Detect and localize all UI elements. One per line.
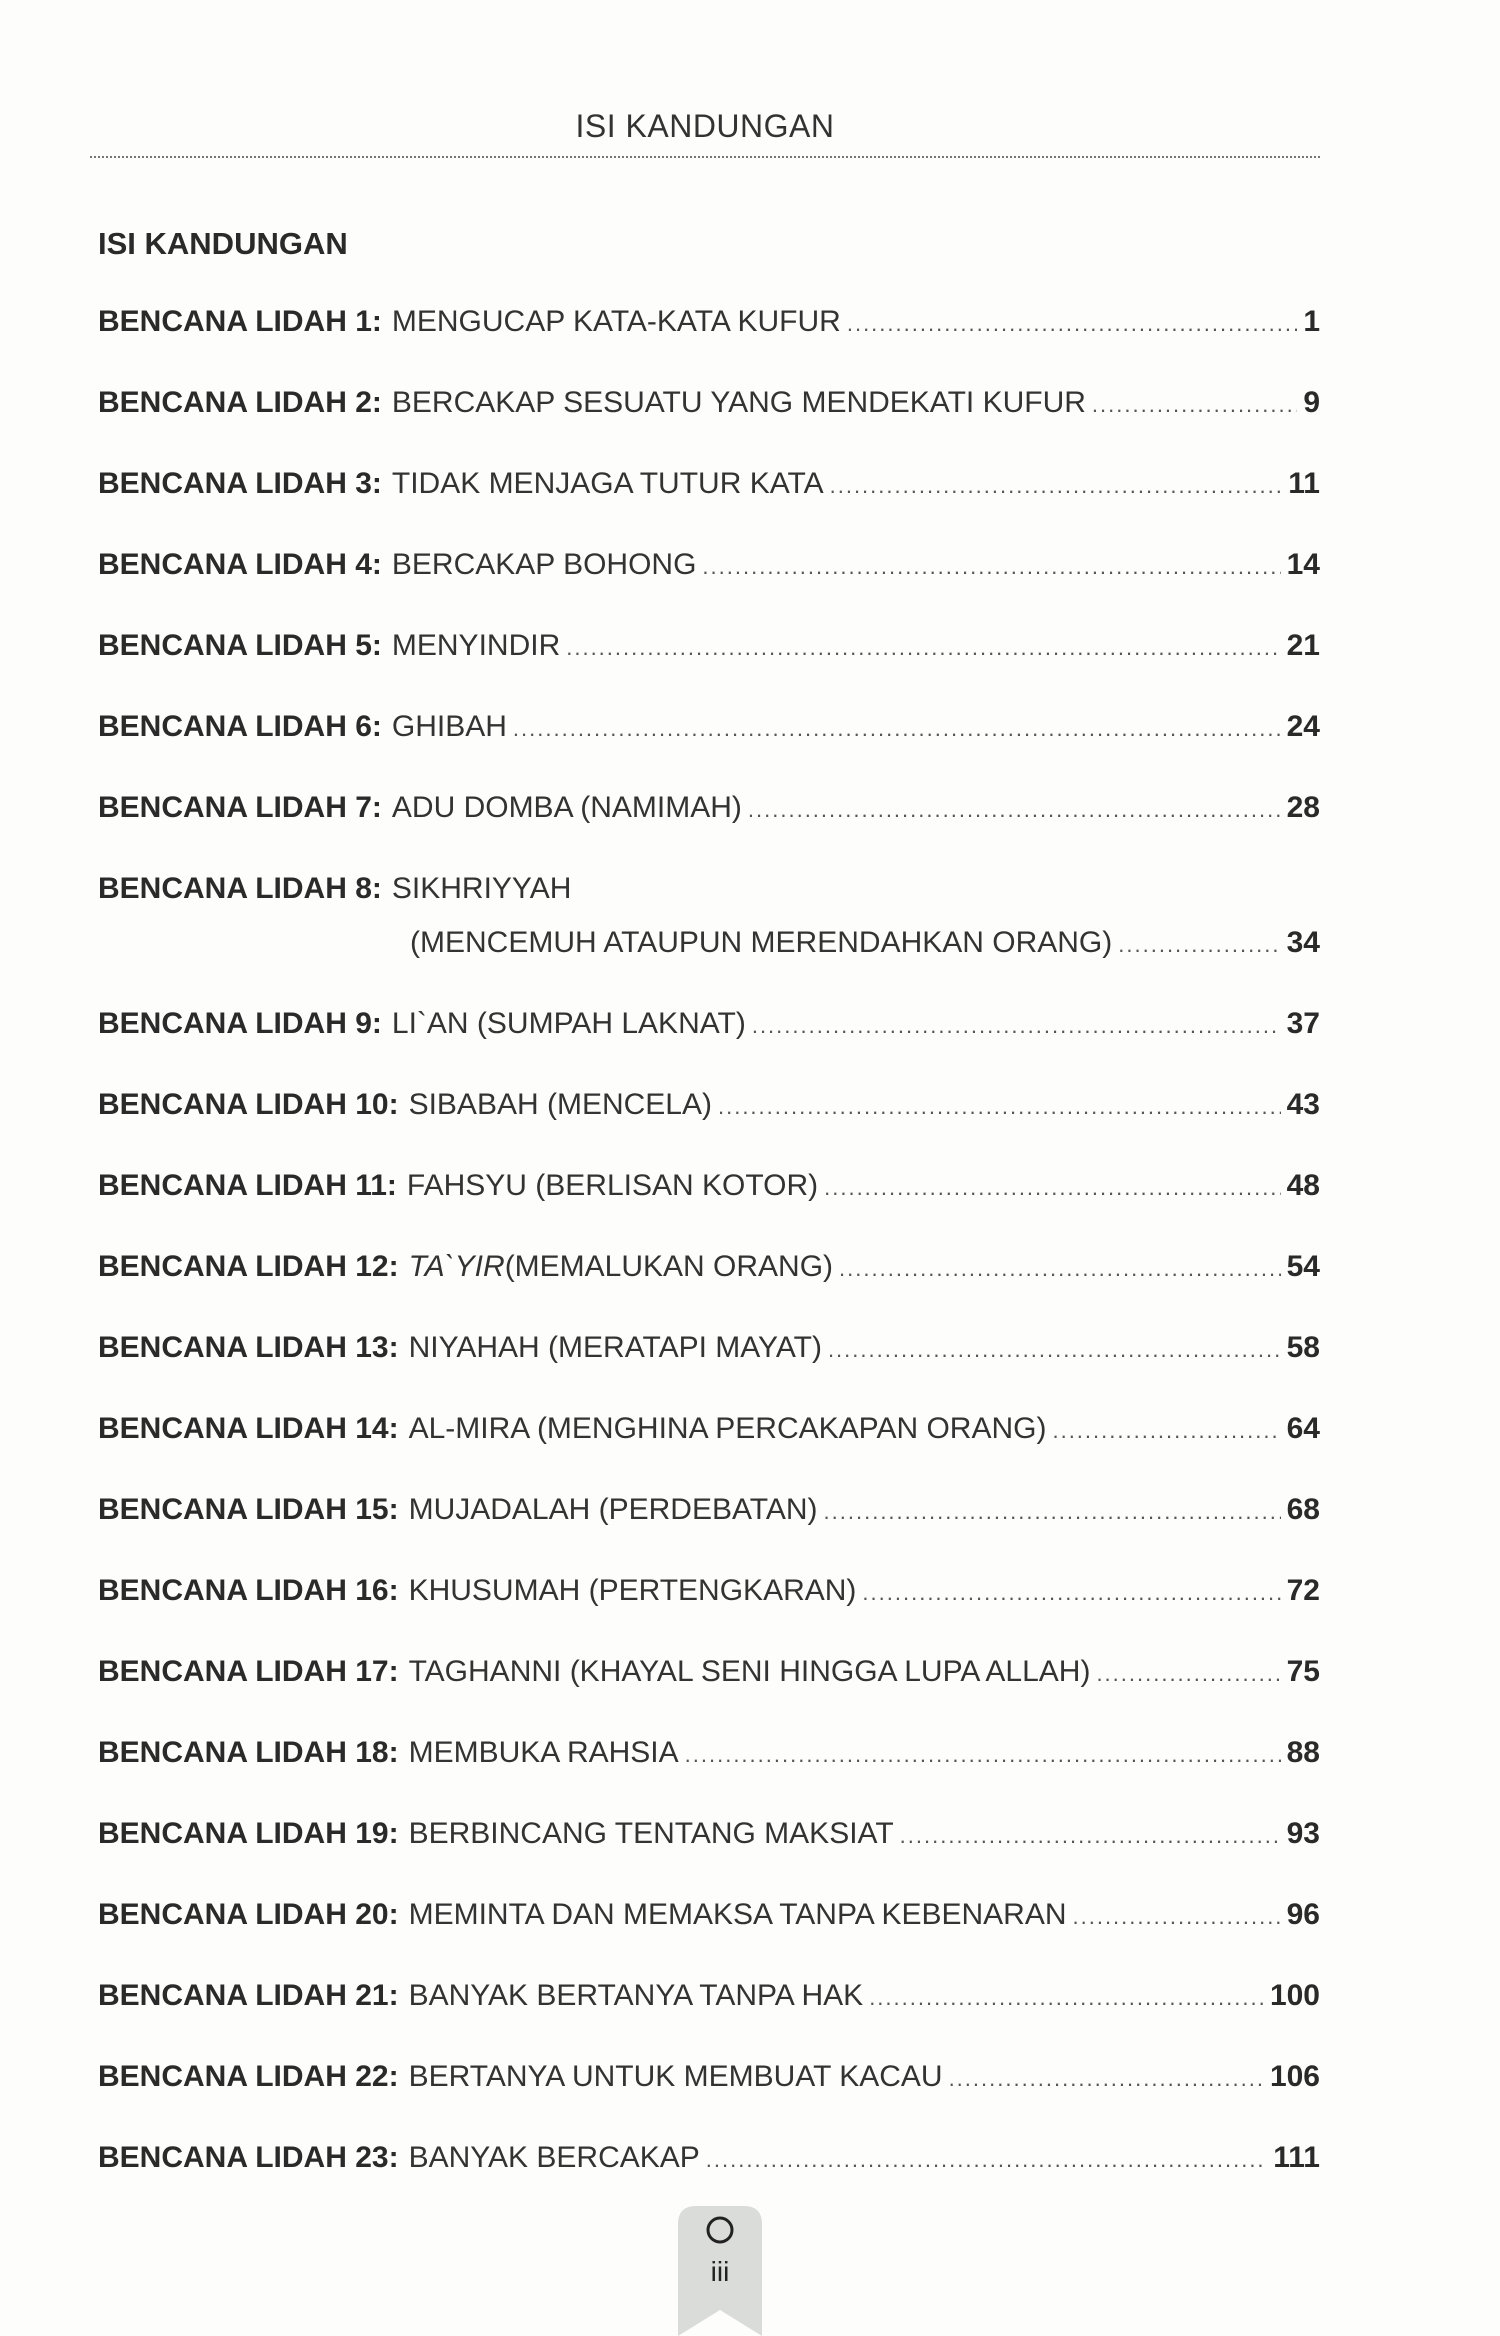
toc-entry-title: SIKHRIYYAH: [391, 872, 572, 905]
toc-entry-number: BENCANA LIDAH 11:: [98, 1169, 397, 1202]
toc-entry-title: MEMINTA DAN MEMAKSA TANPA KEBENARAN: [408, 1898, 1067, 1931]
toc-entry: [98, 462, 1320, 506]
toc-entry-number: BENCANA LIDAH 21:: [98, 1979, 399, 2012]
toc-entry-title: BANYAK BERCAKAP: [408, 2141, 700, 2174]
toc-entry-title: BERTANYA UNTUK MEMBUAT KACAU: [408, 2060, 943, 2093]
toc-page-number: 72: [1286, 1574, 1320, 1607]
toc-entry-number: BENCANA LIDAH 6:: [98, 710, 382, 743]
toc-page-number: 88: [1286, 1736, 1320, 1769]
toc-entry-title: AL-MIRA (MENGHINA PERCAKAPAN ORANG): [408, 1412, 1047, 1445]
toc-entry-number: BENCANA LIDAH 23:: [98, 2141, 399, 2174]
toc-entry: [98, 1650, 1320, 1694]
toc-leader-dots: [862, 1571, 1280, 1615]
toc-page-number: 68: [1286, 1493, 1320, 1526]
toc-entry-title: MENYINDIR: [391, 629, 561, 662]
toc-page-number: 64: [1286, 1412, 1320, 1445]
toc-page-number: 9: [1303, 386, 1320, 419]
toc-page-number: 1: [1303, 305, 1320, 338]
toc-leader-dots: [513, 707, 1281, 751]
toc-entry: [98, 300, 1320, 344]
toc-entry: [98, 1245, 1320, 1289]
toc-leader-dots: [1052, 1409, 1280, 1453]
toc-page-number: 48: [1286, 1169, 1320, 1202]
toc-entry: [98, 1893, 1320, 1937]
toc-leader-dots: [830, 464, 1283, 508]
toc-entry-title: TAGHANNI (KHAYAL SENI HINGGA LUPA ALLAH): [408, 1655, 1091, 1688]
toc-page-number: 58: [1286, 1331, 1320, 1364]
toc-entry-number: BENCANA LIDAH 9:: [98, 1007, 382, 1040]
toc-leader-dots: [847, 302, 1297, 346]
toc-entry-title: LI`AN (SUMPAH LAKNAT): [391, 1007, 746, 1040]
toc-page-number: 96: [1286, 1898, 1320, 1931]
toc-entry: [98, 2136, 1320, 2180]
toc-page-number: 43: [1286, 1088, 1320, 1121]
toc-leader-dots: [1118, 923, 1280, 967]
toc-entry-title: SIBABAH (MENCELA): [408, 1088, 712, 1121]
toc-entry: [98, 1164, 1320, 1208]
toc-leader-dots: [839, 1247, 1281, 1291]
toc-entry-title: MENGUCAP KATA-KATA KUFUR: [391, 305, 841, 338]
toc-leader-dots: [1096, 1652, 1280, 1696]
toc-entry-number: BENCANA LIDAH 7:: [98, 791, 382, 824]
toc-page-number: 24: [1286, 710, 1320, 743]
toc-entry-number: BENCANA LIDAH 8:: [98, 872, 382, 905]
toc-entry: [98, 1326, 1320, 1370]
toc-entry: [98, 2055, 1320, 2099]
toc-leader-dots: [949, 2057, 1264, 2101]
toc-entry: [98, 1002, 1320, 1046]
toc-entry-title: KHUSUMAH (PERTENGKARAN): [408, 1574, 857, 1607]
toc-entry-title: BERCAKAP BOHONG: [391, 548, 697, 581]
toc-leader-dots: [828, 1328, 1281, 1372]
toc-leader-dots: [702, 545, 1280, 589]
bookmark-ribbon-icon: [672, 2200, 768, 2336]
toc-entry-number: BENCANA LIDAH 1:: [98, 305, 382, 338]
toc-entry: [98, 1083, 1320, 1127]
toc-entry-title: ADU DOMBA (NAMIMAH): [391, 791, 742, 824]
toc-entry-number: BENCANA LIDAH 15:: [98, 1493, 399, 1526]
toc-page-number: 28: [1286, 791, 1320, 824]
toc-leader-dots: [900, 1814, 1281, 1858]
toc-entry: [98, 867, 1320, 911]
toc-entry: [98, 1974, 1320, 2018]
toc-entry: [98, 786, 1320, 830]
running-header: ISI KANDUNGAN: [575, 108, 835, 144]
toc-leader-dots: [752, 1004, 1281, 1048]
toc-leader-dots: [566, 626, 1280, 670]
toc-page-number: 100: [1269, 1979, 1320, 2012]
toc-entry-title: BANYAK BERTANYA TANPA HAK: [408, 1979, 864, 2012]
toc-entry: [98, 381, 1320, 425]
toc-entry: [98, 1731, 1320, 1775]
toc-entry-number: BENCANA LIDAH 16:: [98, 1574, 399, 1607]
toc-entry: [98, 1569, 1320, 1613]
toc-entry-number: BENCANA LIDAH 20:: [98, 1898, 399, 1931]
toc-entry-title-italic: TA`YIR: [408, 1250, 505, 1283]
page-folio: iii: [710, 2256, 730, 2287]
toc-entry-title: FAHSYU (BERLISAN KOTOR): [406, 1169, 819, 1202]
toc-leader-dots: [706, 2138, 1267, 2182]
toc-page-number: 11: [1288, 467, 1320, 500]
toc-page-number: 34: [1286, 926, 1320, 959]
toc-entry-number: BENCANA LIDAH 2:: [98, 386, 382, 419]
toc-entry: [98, 1488, 1320, 1532]
toc-entry-title: (MEMALUKAN ORANG): [504, 1250, 834, 1283]
toc-entry-number: BENCANA LIDAH 14:: [98, 1412, 399, 1445]
toc-entry: [98, 1407, 1320, 1451]
toc-leader-dots: [824, 1490, 1281, 1534]
toc-entry: [98, 624, 1320, 668]
toc-page-number: 111: [1273, 2141, 1320, 2174]
toc-leader-dots: [1092, 383, 1297, 427]
toc-entry-number: BENCANA LIDAH 4:: [98, 548, 382, 581]
toc-entry-number: BENCANA LIDAH 12:: [98, 1250, 399, 1283]
toc-leader-dots: [748, 788, 1281, 832]
toc-entry-title: NIYAHAH (MERATAPI MAYAT): [408, 1331, 822, 1364]
toc-entry-number: BENCANA LIDAH 18:: [98, 1736, 399, 1769]
toc-page-number: 75: [1286, 1655, 1320, 1688]
toc-entry-number: BENCANA LIDAH 19:: [98, 1817, 399, 1850]
toc-entry-title: MUJADALAH (PERDEBATAN): [408, 1493, 818, 1526]
toc-entry-continuation: [98, 921, 1320, 965]
toc-entry-number: BENCANA LIDAH 3:: [98, 467, 382, 500]
toc-entry-number: BENCANA LIDAH 13:: [98, 1331, 399, 1364]
toc-entry-title: MEMBUKA RAHSIA: [408, 1736, 679, 1769]
toc-entry-number: BENCANA LIDAH 5:: [98, 629, 382, 662]
toc-entry-number: BENCANA LIDAH 22:: [98, 2060, 399, 2093]
toc-entry-title: BERCAKAP SESUATU YANG MENDEKATI KUFUR: [391, 386, 1086, 419]
toc-entry-title: TIDAK MENJAGA TUTUR KATA: [391, 467, 824, 500]
toc-leader-dots: [718, 1085, 1281, 1129]
toc-page-number: 106: [1269, 2060, 1320, 2093]
toc-entry-number: BENCANA LIDAH 17:: [98, 1655, 399, 1688]
toc-page-number: 14: [1286, 548, 1320, 581]
toc-entry-title-line2: (MENCEMUH ATAUPUN MERENDAHKAN ORANG): [410, 926, 1113, 959]
toc-entry: [98, 1812, 1320, 1856]
toc-page-number: 37: [1286, 1007, 1320, 1040]
header-dotted-rule: [90, 156, 1320, 158]
toc-leader-dots: [824, 1166, 1281, 1210]
toc-entry: [98, 543, 1320, 587]
toc-entry-number: BENCANA LIDAH 10:: [98, 1088, 399, 1121]
toc-entry: [98, 705, 1320, 749]
toc-heading: ISI KANDUNGAN: [98, 226, 348, 261]
toc-leader-dots: [869, 1976, 1264, 2020]
toc-entry-title: BERBINCANG TENTANG MAKSIAT: [408, 1817, 894, 1850]
toc-entry-title: GHIBAH: [391, 710, 507, 743]
toc-leader-dots: [685, 1733, 1281, 1777]
toc-page-number: 93: [1286, 1817, 1320, 1850]
toc-leader-dots: [1073, 1895, 1281, 1939]
toc-page-number: 54: [1286, 1250, 1320, 1283]
toc-page-number: 21: [1286, 629, 1320, 662]
